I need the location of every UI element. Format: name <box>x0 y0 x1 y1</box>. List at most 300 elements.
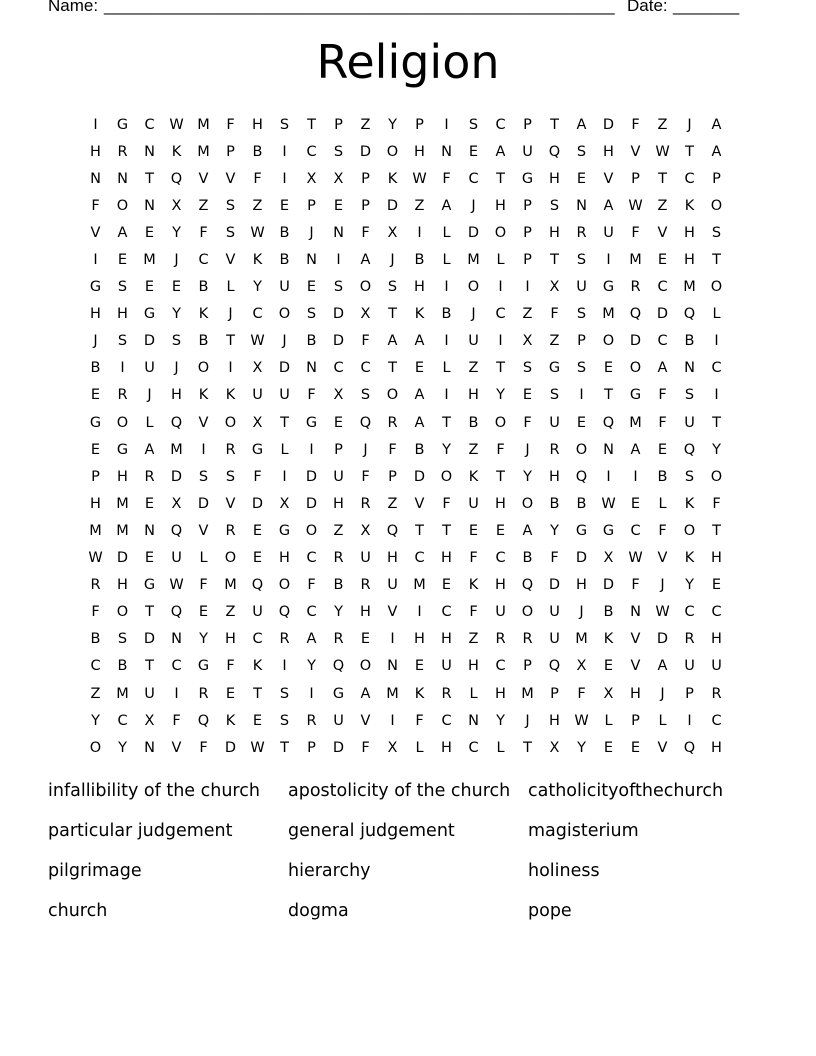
grid-letter: S <box>117 279 128 296</box>
grid-letter: D <box>656 631 669 648</box>
grid-letter: R <box>684 631 695 648</box>
grid-letter: Q <box>359 414 372 431</box>
grid-letter: W <box>169 116 184 133</box>
grid-letter: T <box>712 414 721 431</box>
grid-letter: Z <box>657 116 668 133</box>
grid-letter: H <box>549 170 560 187</box>
grid-letter: A <box>657 360 668 377</box>
grid-letter: F <box>199 577 208 594</box>
grid-letter: N <box>684 360 695 377</box>
grid-letter: W <box>601 495 616 512</box>
grid-letter: F <box>442 170 451 187</box>
grid-letter: A <box>306 631 317 648</box>
grid-letter: I <box>444 387 449 404</box>
grid-letter: S <box>198 468 209 485</box>
grid-letter: C <box>252 631 263 648</box>
grid-letter: C <box>657 279 668 296</box>
grid-letter: W <box>88 550 103 567</box>
grid-letter: A <box>603 197 614 214</box>
grid-letter: D <box>332 739 345 756</box>
grid-letter: C <box>306 143 317 160</box>
grid-letter: I <box>444 333 449 350</box>
grid-letter: C <box>630 522 641 539</box>
grid-letter: F <box>307 577 316 594</box>
grid-letter: V <box>387 604 398 621</box>
grid-letter: B <box>279 252 290 269</box>
grid-letter: U <box>549 414 560 431</box>
grid-letter: H <box>576 577 587 594</box>
word-list-item: general judgement <box>288 821 455 841</box>
grid-letter: V <box>198 414 209 431</box>
grid-letter: E <box>90 387 101 404</box>
grid-letter: T <box>658 170 667 187</box>
grid-letter: W <box>250 739 265 756</box>
grid-letter: L <box>226 279 235 296</box>
word-list-item: apostolicity of the church <box>288 781 511 801</box>
grid-letter: Y <box>577 739 586 756</box>
grid-letter: X <box>360 306 371 323</box>
grid-letter: H <box>441 550 452 567</box>
grid-letter: Z <box>522 306 533 323</box>
grid-letter: C <box>495 116 506 133</box>
grid-letter: I <box>714 387 719 404</box>
grid-letter: N <box>144 522 155 539</box>
grid-letter: G <box>278 522 291 539</box>
grid-letter: E <box>495 522 506 539</box>
grid-letter: S <box>279 116 290 133</box>
grid-letter: P <box>361 197 370 214</box>
grid-letter: O <box>710 279 723 296</box>
grid-letter: Q <box>575 468 588 485</box>
grid-letter: J <box>660 685 665 702</box>
grid-letter: X <box>252 414 263 431</box>
grid-letter: H <box>441 631 452 648</box>
grid-letter: P <box>523 116 532 133</box>
grid-letter: A <box>576 116 587 133</box>
grid-letter: H <box>117 577 128 594</box>
grid-letter: S <box>711 224 722 241</box>
grid-letter: H <box>360 604 371 621</box>
grid-letter: I <box>282 143 287 160</box>
grid-letter: J <box>282 333 287 350</box>
grid-letter: J <box>174 252 179 269</box>
grid-letter: I <box>579 387 584 404</box>
grid-letter: B <box>90 360 101 377</box>
grid-letter: I <box>93 116 98 133</box>
grid-letter: D <box>602 577 615 594</box>
grid-letter: S <box>333 279 344 296</box>
grid-letter: D <box>467 224 480 241</box>
grid-letter: A <box>414 387 425 404</box>
grid-letter: K <box>468 577 479 594</box>
grid-letter: F <box>253 170 262 187</box>
date-line: _______ <box>673 0 740 15</box>
grid-letter: M <box>197 116 210 133</box>
grid-letter: J <box>147 387 152 404</box>
word-list-item: hierarchy <box>288 861 371 881</box>
grid-letter: N <box>603 441 614 458</box>
grid-letter: X <box>522 333 533 350</box>
grid-letter: V <box>603 170 614 187</box>
grid-letter: C <box>711 712 722 729</box>
grid-letter: X <box>387 224 398 241</box>
grid-letter: I <box>444 279 449 296</box>
grid-letter: C <box>117 712 128 729</box>
grid-letter: F <box>172 712 181 729</box>
grid-letter: S <box>117 631 128 648</box>
grid-letter: O <box>116 604 129 621</box>
grid-letter: D <box>251 495 264 512</box>
grid-letter: Q <box>251 577 264 594</box>
grid-letter: X <box>306 170 317 187</box>
grid-letter: S <box>684 387 695 404</box>
grid-letter: S <box>117 333 128 350</box>
grid-letter: U <box>549 604 560 621</box>
grid-letter: I <box>309 441 314 458</box>
word-list-item: magisterium <box>528 821 639 841</box>
grid-letter: E <box>576 414 587 431</box>
grid-letter: Q <box>683 441 696 458</box>
letter-grid <box>82 111 730 761</box>
grid-letter: K <box>414 306 425 323</box>
grid-letter: E <box>360 631 371 648</box>
grid-letter: D <box>656 306 669 323</box>
grid-letter: T <box>712 252 721 269</box>
grid-letter: E <box>630 739 641 756</box>
grid-letter: O <box>386 387 399 404</box>
date-label: Date: <box>627 0 668 15</box>
grid-letter: H <box>225 631 236 648</box>
grid-letter: R <box>333 550 344 567</box>
grid-letter: U <box>495 604 506 621</box>
grid-letter: B <box>684 333 695 350</box>
grid-letter: C <box>306 550 317 567</box>
word-list-item: church <box>48 901 108 921</box>
grid-letter: H <box>495 685 506 702</box>
grid-letter: E <box>603 658 614 675</box>
grid-letter: F <box>631 116 640 133</box>
grid-letter: F <box>199 224 208 241</box>
grid-letter: T <box>496 170 505 187</box>
grid-letter: Y <box>550 522 559 539</box>
grid-letter: B <box>576 495 587 512</box>
grid-letter: P <box>685 685 694 702</box>
grid-letter: K <box>603 631 614 648</box>
grid-letter: G <box>602 522 615 539</box>
grid-letter: F <box>550 306 559 323</box>
grid-letter: S <box>225 224 236 241</box>
grid-letter: L <box>604 712 613 729</box>
grid-letter: L <box>199 550 208 567</box>
grid-letter: Q <box>683 739 696 756</box>
grid-letter: P <box>388 468 397 485</box>
grid-letter: V <box>414 495 425 512</box>
word-list-item: pope <box>528 901 572 921</box>
grid-letter: Z <box>198 197 209 214</box>
grid-letter: E <box>603 739 614 756</box>
grid-letter: M <box>413 577 426 594</box>
grid-letter: K <box>387 170 398 187</box>
grid-letter: N <box>576 197 587 214</box>
grid-letter: G <box>602 279 615 296</box>
grid-letter: G <box>143 306 156 323</box>
grid-letter: R <box>117 143 128 160</box>
grid-letter: P <box>523 224 532 241</box>
grid-letter: D <box>305 468 318 485</box>
grid-letter: N <box>117 170 128 187</box>
grid-letter: N <box>306 360 317 377</box>
grid-letter: F <box>469 550 478 567</box>
grid-letter: N <box>441 143 452 160</box>
grid-letter: E <box>279 197 290 214</box>
grid-letter: C <box>360 360 371 377</box>
grid-letter: L <box>442 252 451 269</box>
grid-letter: V <box>198 170 209 187</box>
grid-letter: Z <box>360 116 371 133</box>
grid-letter: O <box>710 197 723 214</box>
grid-letter: L <box>280 441 289 458</box>
grid-letter: F <box>496 441 505 458</box>
grid-letter: L <box>415 739 424 756</box>
grid-letter: N <box>630 604 641 621</box>
grid-letter: E <box>252 550 263 567</box>
grid-letter: Z <box>549 333 560 350</box>
grid-letter: R <box>225 522 236 539</box>
word-list-item: particular judgement <box>48 821 233 841</box>
grid-letter: A <box>522 522 533 539</box>
grid-letter: B <box>117 658 128 675</box>
grid-letter: B <box>198 279 209 296</box>
grid-letter: G <box>332 685 345 702</box>
grid-letter: P <box>523 197 532 214</box>
grid-letter: M <box>116 495 129 512</box>
grid-letter: Z <box>468 360 479 377</box>
grid-letter: A <box>360 685 371 702</box>
grid-letter: O <box>440 468 453 485</box>
grid-letter: S <box>684 468 695 485</box>
grid-letter: P <box>361 170 370 187</box>
grid-letter: H <box>630 685 641 702</box>
grid-letter: E <box>468 522 479 539</box>
grid-letter: B <box>252 143 263 160</box>
grid-letter: C <box>252 306 263 323</box>
grid-letter: N <box>171 631 182 648</box>
grid-letter: N <box>144 197 155 214</box>
grid-letter: U <box>684 658 695 675</box>
grid-letter: C <box>468 739 479 756</box>
grid-letter: H <box>549 224 560 241</box>
grid-letter: D <box>305 495 318 512</box>
grid-letter: E <box>603 360 614 377</box>
grid-letter: J <box>471 197 476 214</box>
grid-letter: H <box>495 197 506 214</box>
grid-letter: S <box>576 252 587 269</box>
grid-letter: D <box>629 333 642 350</box>
grid-letter: R <box>144 468 155 485</box>
grid-letter: P <box>550 685 559 702</box>
grid-letter: S <box>333 143 344 160</box>
grid-letter: Z <box>468 441 479 458</box>
grid-letter: U <box>549 631 560 648</box>
grid-letter: T <box>604 387 613 404</box>
grid-letter: Q <box>170 414 183 431</box>
grid-letter: C <box>171 658 182 675</box>
grid-letter: H <box>414 279 425 296</box>
grid-letter: F <box>631 577 640 594</box>
grid-letter: C <box>414 550 425 567</box>
grid-letter: V <box>225 170 236 187</box>
grid-letter: K <box>225 387 236 404</box>
word-list-item: catholicityofthechurch <box>528 781 724 801</box>
grid-letter: R <box>711 685 722 702</box>
grid-letter: N <box>468 712 479 729</box>
grid-letter: Q <box>386 522 399 539</box>
grid-letter: M <box>467 252 480 269</box>
grid-letter: L <box>442 224 451 241</box>
grid-letter: P <box>523 252 532 269</box>
grid-letter: E <box>90 441 101 458</box>
grid-letter: C <box>684 170 695 187</box>
grid-letter: H <box>414 143 425 160</box>
grid-letter: O <box>305 522 318 539</box>
grid-letter: V <box>225 495 236 512</box>
grid-letter: I <box>174 685 179 702</box>
grid-letter: A <box>657 658 668 675</box>
grid-letter: Q <box>548 658 561 675</box>
grid-letter: H <box>333 495 344 512</box>
grid-letter: S <box>225 197 236 214</box>
grid-letter: S <box>522 360 533 377</box>
grid-letter: B <box>603 604 614 621</box>
grid-letter: Z <box>90 685 101 702</box>
grid-letter: F <box>91 604 100 621</box>
grid-letter: O <box>602 333 615 350</box>
grid-letter: C <box>90 658 101 675</box>
grid-letter: L <box>496 252 505 269</box>
grid-letter: Q <box>170 522 183 539</box>
name-line: ______________________________________________________ <box>104 0 615 15</box>
grid-letter: D <box>170 468 183 485</box>
grid-letter: A <box>144 441 155 458</box>
grid-letter: K <box>171 143 182 160</box>
grid-letter: F <box>415 712 424 729</box>
grid-letter: C <box>657 333 668 350</box>
grid-letter: G <box>548 360 561 377</box>
grid-letter: X <box>333 387 344 404</box>
grid-letter: W <box>655 604 670 621</box>
grid-letter: B <box>306 333 317 350</box>
grid-letter: X <box>144 712 155 729</box>
grid-letter: P <box>307 739 316 756</box>
grid-letter: Z <box>225 604 236 621</box>
grid-letter: E <box>333 197 344 214</box>
grid-letter: L <box>658 712 667 729</box>
grid-letter: T <box>280 414 289 431</box>
grid-letter: V <box>225 252 236 269</box>
grid-letter: V <box>90 224 101 241</box>
grid-letter: A <box>117 224 128 241</box>
grid-letter: J <box>579 604 584 621</box>
grid-letter: J <box>390 252 395 269</box>
grid-letter: H <box>252 116 263 133</box>
grid-letter: P <box>577 333 586 350</box>
grid-letter: E <box>117 252 128 269</box>
grid-letter: E <box>522 387 533 404</box>
grid-letter: Y <box>172 224 181 241</box>
grid-letter: O <box>116 414 129 431</box>
grid-letter: N <box>144 739 155 756</box>
grid-letter: R <box>387 414 398 431</box>
grid-letter: L <box>658 495 667 512</box>
grid-letter: E <box>414 658 425 675</box>
grid-letter: H <box>90 306 101 323</box>
grid-letter: J <box>525 441 530 458</box>
grid-letter: T <box>685 143 694 160</box>
grid-letter: R <box>495 631 506 648</box>
grid-letter: E <box>630 495 641 512</box>
grid-letter: I <box>444 116 449 133</box>
grid-letter: F <box>307 387 316 404</box>
grid-letter: V <box>630 658 641 675</box>
grid-letter: M <box>89 522 102 539</box>
grid-letter: E <box>306 279 317 296</box>
grid-letter: O <box>467 279 480 296</box>
grid-letter: D <box>116 550 129 567</box>
grid-letter: B <box>333 577 344 594</box>
grid-letter: I <box>417 604 422 621</box>
grid-letter: Z <box>252 197 263 214</box>
grid-letter: O <box>710 468 723 485</box>
grid-letter: E <box>711 577 722 594</box>
grid-letter: Q <box>332 658 345 675</box>
grid-letter: P <box>91 468 100 485</box>
word-list-item: holiness <box>528 861 600 881</box>
grid-letter: T <box>145 170 154 187</box>
grid-letter: O <box>521 495 534 512</box>
grid-letter: H <box>414 631 425 648</box>
grid-letter: Y <box>172 306 181 323</box>
grid-letter: A <box>441 197 452 214</box>
grid-letter: T <box>550 116 559 133</box>
grid-letter: J <box>228 306 233 323</box>
page-title: Religion <box>316 35 500 89</box>
grid-letter: X <box>171 197 182 214</box>
grid-letter: U <box>522 143 533 160</box>
grid-letter: D <box>143 631 156 648</box>
grid-letter: C <box>495 550 506 567</box>
grid-letter: K <box>252 252 263 269</box>
grid-letter: X <box>549 279 560 296</box>
grid-letter: M <box>602 306 615 323</box>
grid-letter: U <box>333 468 344 485</box>
grid-letter: R <box>360 495 371 512</box>
grid-letter: O <box>683 522 696 539</box>
grid-letter: Q <box>629 306 642 323</box>
grid-letter: K <box>414 685 425 702</box>
grid-letter: F <box>226 116 235 133</box>
grid-letter: M <box>386 685 399 702</box>
grid-letter: Y <box>523 468 532 485</box>
grid-letter: P <box>712 170 721 187</box>
grid-letter: M <box>629 252 642 269</box>
grid-letter: H <box>603 143 614 160</box>
grid-letter: Q <box>602 414 615 431</box>
grid-letter: G <box>89 414 102 431</box>
grid-letter: V <box>360 712 371 729</box>
grid-letter: H <box>468 387 479 404</box>
grid-letter: G <box>575 522 588 539</box>
grid-letter: V <box>171 739 182 756</box>
